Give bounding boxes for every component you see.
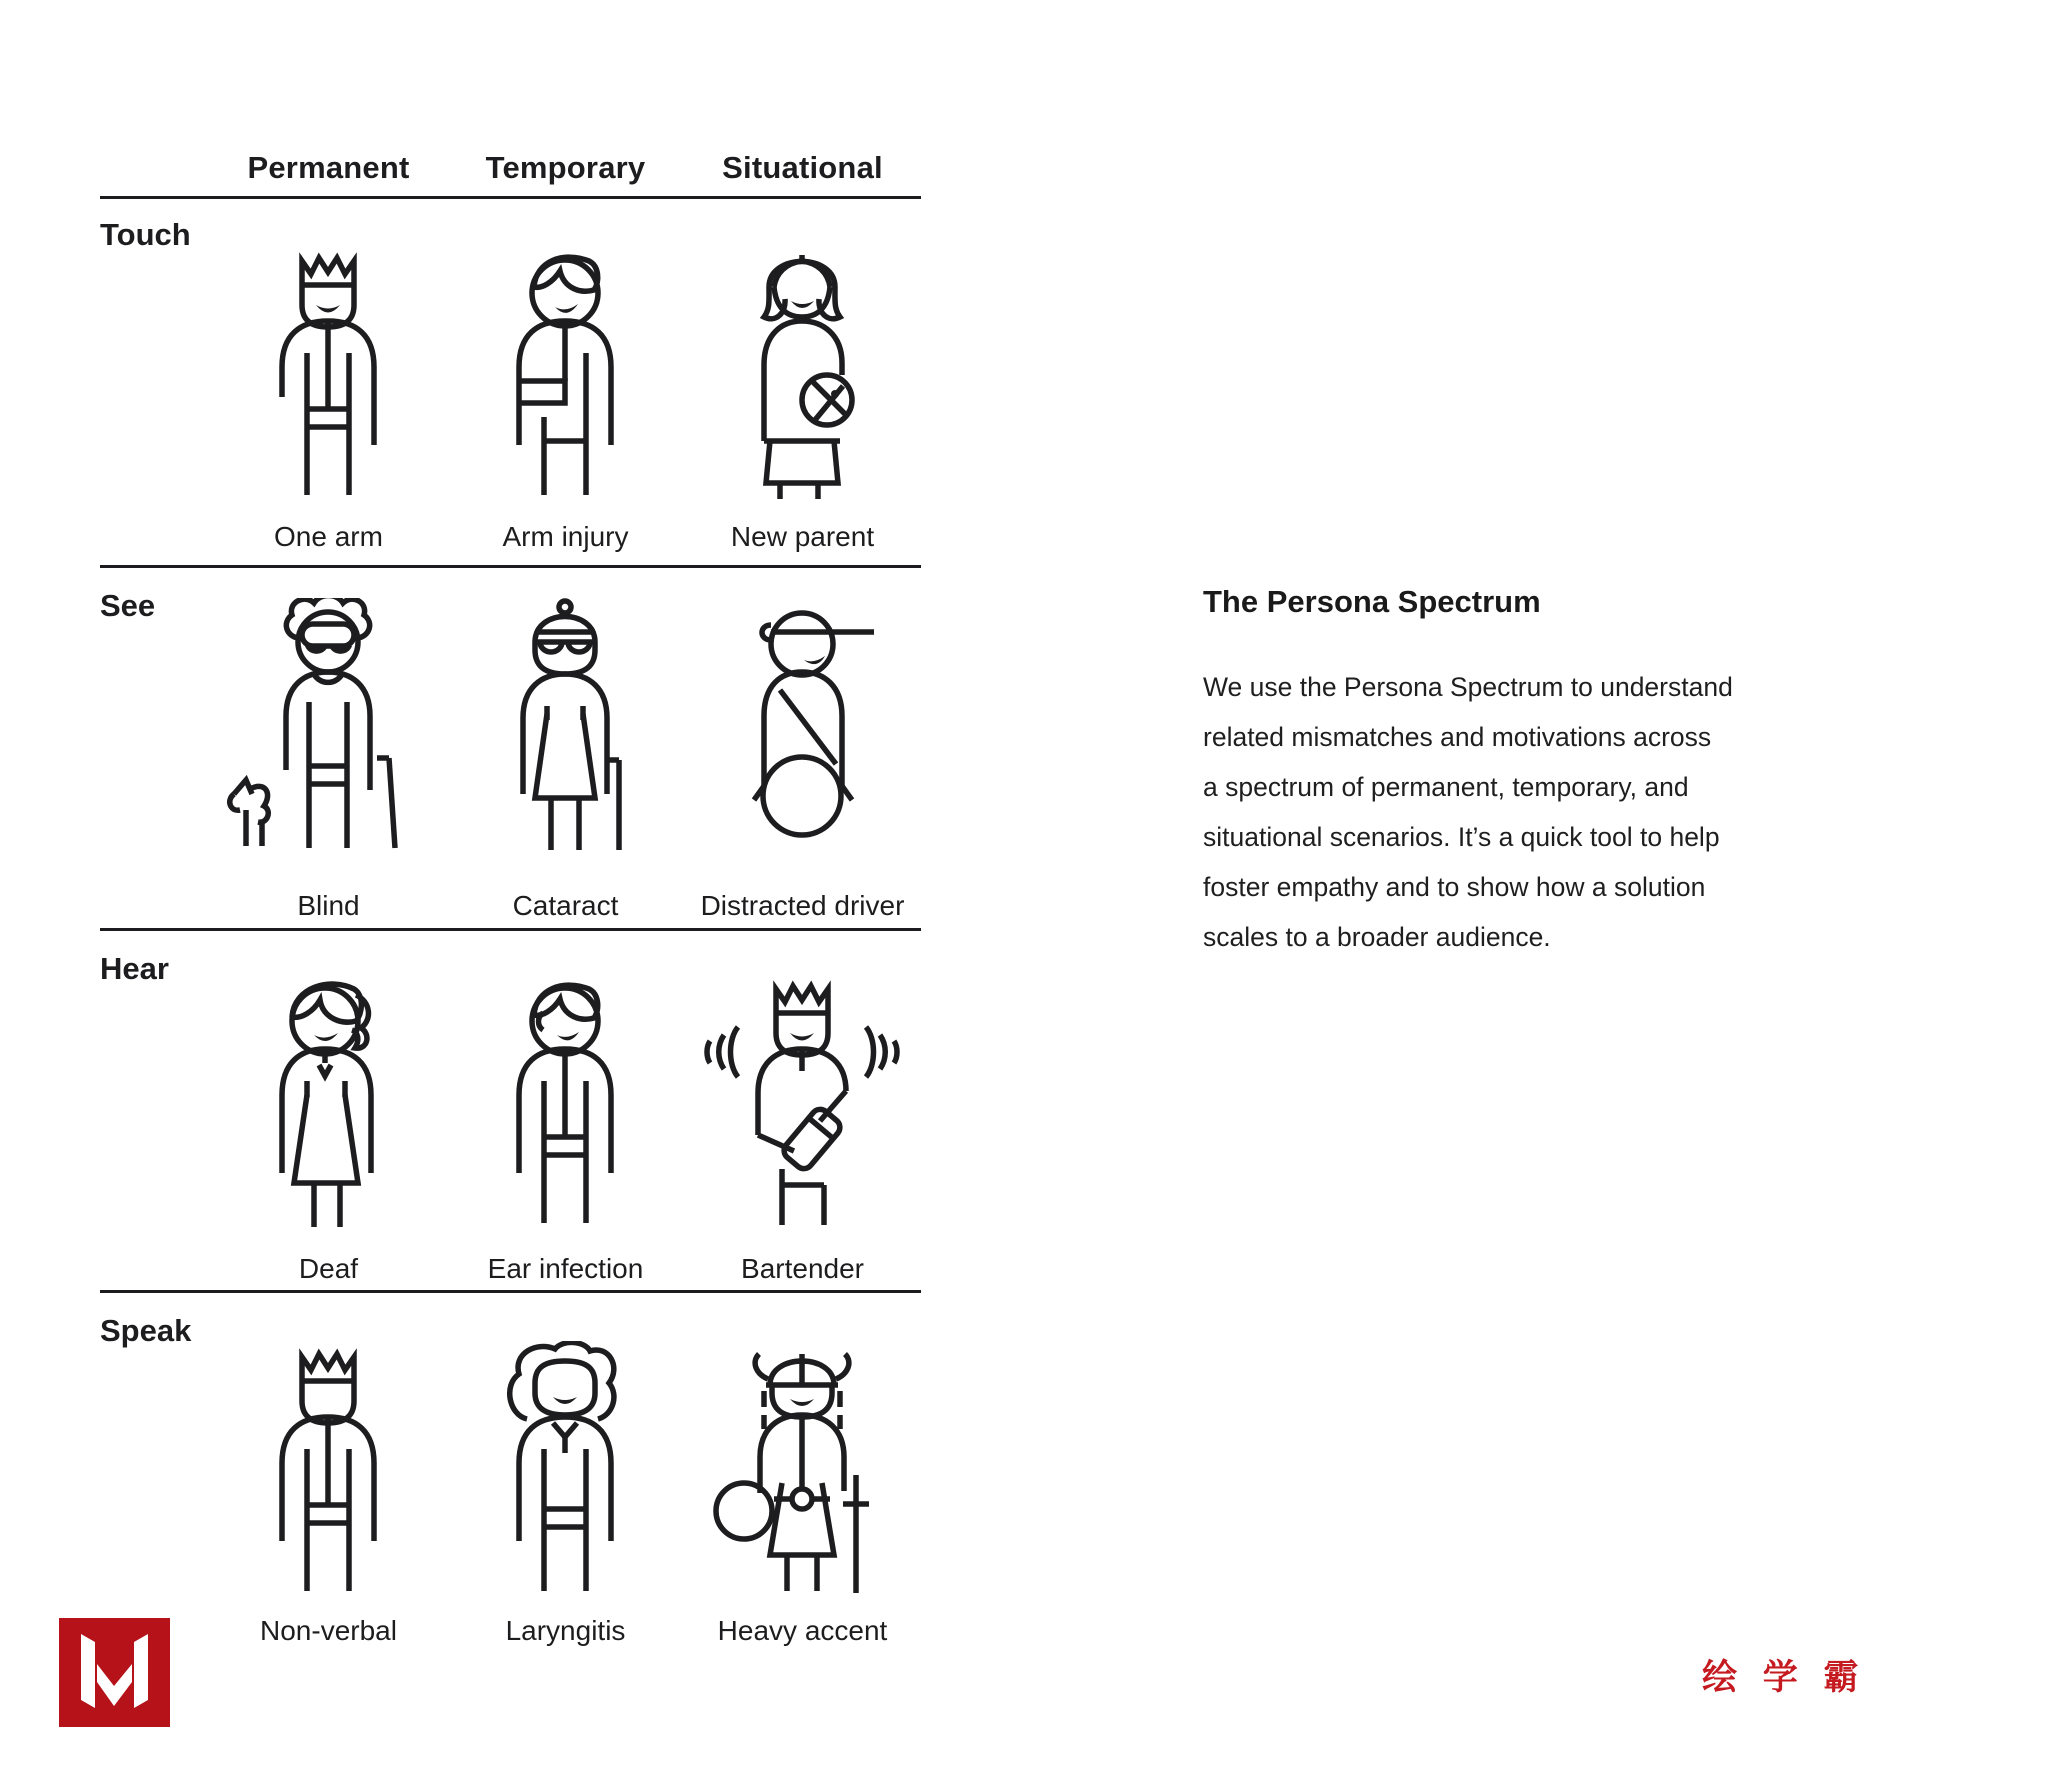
cell-caption: Cataract xyxy=(512,890,619,921)
w-logo xyxy=(59,1618,170,1727)
row-speak xyxy=(100,1293,921,1673)
cell-caption: Heavy accent xyxy=(717,1615,888,1646)
cell-caption: Ear infection xyxy=(487,1253,644,1284)
blind-person-icon xyxy=(210,598,447,854)
column-headers xyxy=(210,150,921,186)
brand-watermark-text: 绘 学 霸 xyxy=(1702,1658,1867,1697)
cell-speak-situational xyxy=(684,1293,921,1673)
body-line: scales to a broader audience. xyxy=(1203,922,1551,952)
cell-caption: Arm injury xyxy=(502,521,629,552)
body-line: a spectrum of permanent, temporary, and xyxy=(1203,772,1689,802)
column-header-temporary: Temporary xyxy=(485,150,646,185)
cell-caption: One arm xyxy=(274,521,383,552)
cell-see-situational xyxy=(684,568,921,928)
cell-see-temporary xyxy=(447,568,684,928)
deaf-person-icon xyxy=(210,973,447,1229)
row-label-see: See xyxy=(100,588,156,623)
cell-caption: Distracted driver xyxy=(700,890,905,921)
body-line: foster empathy and to show how a solution xyxy=(1203,872,1706,902)
bartender-person-icon xyxy=(684,973,921,1229)
page-title: The Persona Spectrum xyxy=(1203,584,1541,619)
panel-body-text xyxy=(1203,662,1743,962)
persona-spectrum-panel xyxy=(1203,584,1743,962)
row-see xyxy=(100,568,921,928)
cell-touch-situational xyxy=(684,199,921,565)
row-label-speak: Speak xyxy=(100,1313,192,1348)
cell-hear-temporary xyxy=(447,931,684,1290)
non-verbal-person-icon xyxy=(210,1341,447,1597)
distracted-driver-person-icon xyxy=(684,598,921,854)
cell-hear-situational xyxy=(684,931,921,1290)
heavy-accent-person-icon xyxy=(684,1341,921,1597)
cell-speak-permanent xyxy=(210,1293,447,1673)
cell-caption: Deaf xyxy=(298,1253,359,1284)
row-label-touch: Touch xyxy=(100,217,191,252)
one-arm-person-icon xyxy=(210,245,447,501)
row-hear xyxy=(100,931,921,1290)
laryngitis-person-icon xyxy=(447,1341,684,1597)
cell-caption: Laryngitis xyxy=(505,1615,626,1646)
new-parent-person-icon xyxy=(684,245,921,501)
body-line: related mismatches and motivations across xyxy=(1203,722,1712,752)
cell-speak-temporary xyxy=(447,1293,684,1673)
cell-caption: Bartender xyxy=(741,1253,864,1284)
row-label-hear: Hear xyxy=(100,951,169,986)
cell-caption: New parent xyxy=(730,521,875,552)
cell-touch-permanent xyxy=(210,199,447,565)
column-header-permanent: Permanent xyxy=(247,150,410,185)
arm-injury-person-icon xyxy=(447,245,684,501)
cataract-person-icon xyxy=(447,598,684,854)
cell-caption: Blind xyxy=(297,890,360,921)
body-line: situational scenarios. It’s a quick tool to help xyxy=(1203,822,1720,852)
cell-caption: Non-verbal xyxy=(260,1615,397,1646)
cell-touch-temporary xyxy=(447,199,684,565)
row-touch xyxy=(100,199,921,565)
w-logo-icon xyxy=(59,1618,170,1727)
ear-infection-person-icon xyxy=(447,973,684,1229)
body-line: We use the Persona Spectrum to understand xyxy=(1203,672,1733,702)
cell-hear-permanent xyxy=(210,931,447,1290)
cell-see-permanent xyxy=(210,568,447,928)
column-header-situational: Situational xyxy=(722,150,883,185)
